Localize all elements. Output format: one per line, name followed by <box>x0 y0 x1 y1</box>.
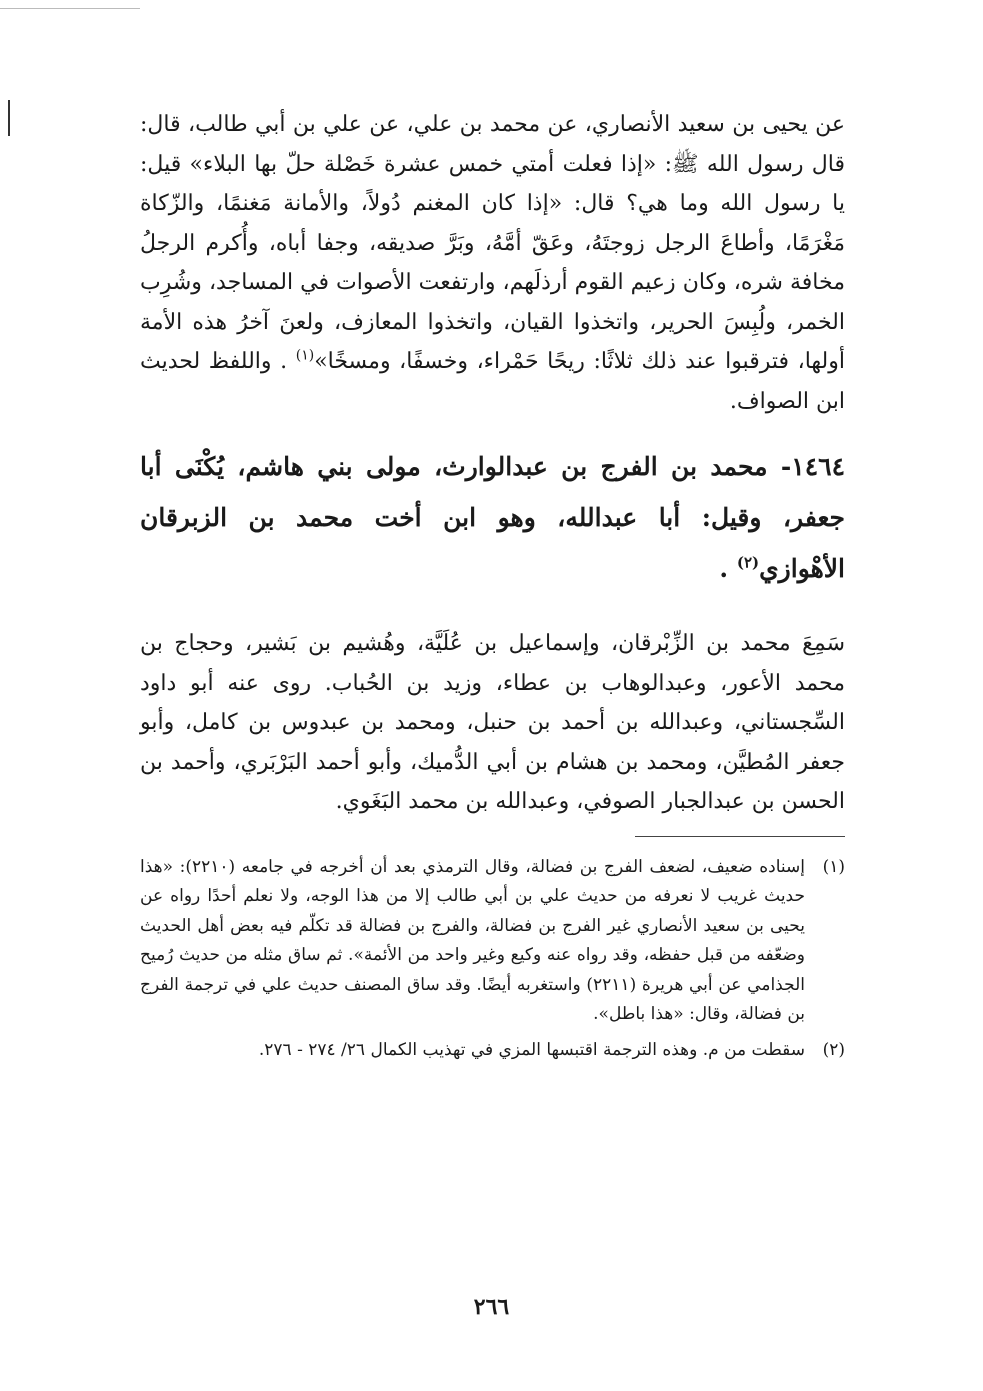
hadith-paragraph <box>140 105 845 421</box>
footnote-text: إسناده ضعيف، لضعف الفرج بن فضالة، وقال الترمذي بعد أن أخرجه في جامعه (٢٢١٠): «هذا حديث غريب لا نعرفه من حديث علي بن أبي طالب إلا من هذا الوجه، ولا نعلم أحدًا رواه عن يحيى بن سعيد الأنصاري غير الفرج بن فضالة، والفرج بن فضالة قد تكلّم فيه بعض أهل الحديث وضعّفه من قبل حفظه، وقد رواه عنه وكيع وغير واحد من الأئمة». ثم ساق مثله من حديث رُميح الجذامي عن أبي هريرة (٢٢١١) واستغربه أيضًا. وقد ساق المصنف حديث علي في ترجمة الفرج بن فضالة، وقال: «هذا باطل». <box>140 856 805 1024</box>
hadith-tail: . واللفظ لحديث ابن الصواف. <box>140 349 845 414</box>
footnote-ref-2: (٢) <box>736 553 760 572</box>
hadith-text: عن يحيى بن سعيد الأنصاري، عن محمد بن علي، عن علي بن أبي طالب، قال: قال رسول الله ﷺ: «إذا فعلت أمتي خمس عشرة خَصْلة حلّ بها البلاء» قيل: يا رسول الله وما هي؟ قال: «إذا كان المغنم دُولاً، والأمانة مَغنمًا، والزّكاة مَغْرَمًا، وأطاعَ الرجل زوجتَهُ، وعَقّ أمَّهُ، وبَرَّ صديقه، وجفا أباه، وأُكرم الرجلُ مخافة شره، وكان زعيم القوم أرذلَهم، وارتفعت الأصوات في المساجد، وشُرِب الخمر، ولُبِسَ الحرير، واتخذوا القيان، واتخذوا المعازف، ولعنَ آخرُ هذه الأمة أولها، فترقبوا عند ذلك ثلاثًا: ريحًا حَمْراء، وخسفًا، ومسخًا» <box>140 112 845 374</box>
entry-heading <box>140 441 845 594</box>
book-page <box>140 105 845 1071</box>
footnotes <box>140 853 845 1066</box>
scan-margin-mark <box>8 100 10 136</box>
footnote-item <box>140 853 845 1030</box>
scan-top-rule <box>0 8 140 9</box>
entry-heading-tail: . <box>719 554 737 583</box>
footnote-number: (١) <box>822 856 845 877</box>
page-number: ٢٦٦ <box>473 1294 510 1320</box>
footnote-separator <box>635 836 845 837</box>
biography-paragraph: سَمِعَ محمد بن الزِّبْرقان، وإسماعيل بن عُلَيَّة، وهُشيم بن بَشير، وحجاج بن محمد الأعور، وعبدالوهاب بن عطاء، وزيد بن الحُباب. روى عنه أبو داود السِّجستاني، وعبدالله بن أحمد بن حنبل، ومحمد بن عبدوس بن كامل، وأبو جعفر المُطيَّن، ومحمد بن هشام بن أبي الدُّميك، وأبو أحمد البَرْبَري، وأحمد بن الحسن بن عبدالجبار الصوفي، وعبدالله بن محمد البَغَوي. <box>140 631 845 814</box>
footnote-ref-1: (١) <box>295 347 315 364</box>
footnote-number: (٢) <box>822 1039 845 1060</box>
footnote-text: سقطت من م. وهذه الترجمة اقتبسها المزي في تهذيب الكمال ٢٦/ ٢٧٤ - ٢٧٦. <box>258 1039 805 1060</box>
footnote-item <box>140 1036 845 1066</box>
entry-heading-text: ١٤٦٤- محمد بن الفرج بن عبدالوارث، مولى بني هاشم، يُكْنَى أبا جعفر، وقيل: أبا عبدالله، وهو ابن أخت محمد بن الزبرقان الأهْوازي <box>140 452 845 583</box>
